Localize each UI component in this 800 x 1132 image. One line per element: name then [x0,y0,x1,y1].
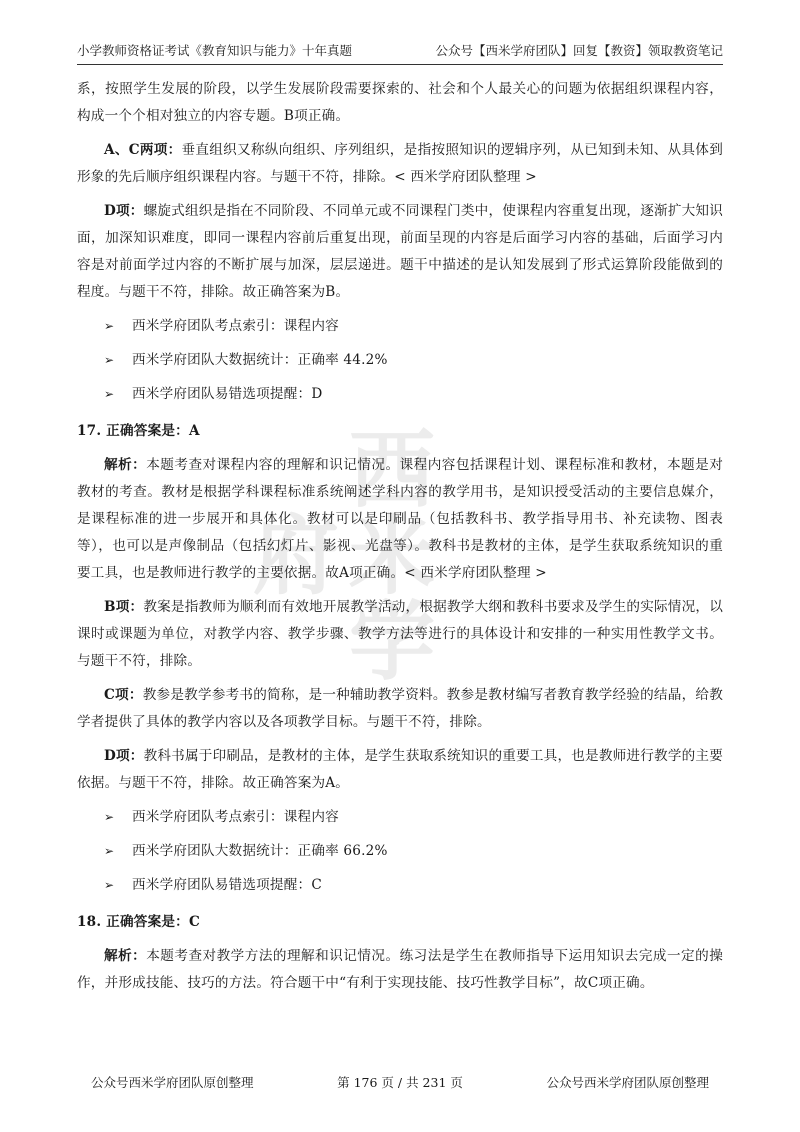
q17-option-d [77,743,723,797]
option-label: D项： [104,748,144,764]
header-title: 小学教师资格证考试《教育知识与能力》十年真题 [77,43,353,58]
arrow-bullet-icon: ➢ [104,810,115,824]
header-promo: 公众号【西米学府团队】回复【教资】领取教资笔记 [435,43,723,58]
bullet-text: 西米学府团队易错选项提醒：C [132,877,322,893]
option-label: A、C两项： [104,142,182,158]
option-label: D项： [104,203,144,219]
bullet-text: 西米学府团队考点索引：课程内容 [132,809,339,825]
option-label: B项： [104,599,144,615]
footer-right: 公众号西米学府团队原创整理 [546,1075,709,1090]
option-text: 螺旋式组织是指在不同阶段、不同单元或不同课程门类中，使课程内容重复出现，逐渐扩大知识面，加深知识难度，即同一课程内容前后重复出现，前面呈现的内容是后面学习内容的基础，后面学习内容是对前面学过内容的不断扩展与加深，层层递进。题干中描述的是认知发展到了形式运算阶段能做到的程度。与题干不符，排除。故正确答案为B。 [77,203,724,300]
bullet-item [104,838,723,865]
arrow-bullet-icon: ➢ [104,319,115,333]
option-text: 教案是指教师为顺利而有效地开展教学活动，根据教学大纲和教科书要求及学生的实际情况，以课时或课题为单位，对教学内容、教学步骤、教学方法等进行的具体设计和安排的一种实用性教学文书。与题干不符，排除。 [77,599,723,669]
option-text: 教参是教学参考书的简称，是一种辅助教学资料。教参是教材编写者教育教学经验的结晶，给教学者提供了具体的教学内容以及各项教学目标。与题干不符，排除。 [77,687,723,730]
bullet-text: 西米学府团队易错选项提醒：D [132,386,323,402]
analysis-label: 解析： [104,457,147,473]
bullet-text: 西米学府团队大数据统计：正确率 44.2% [132,352,388,368]
bullet-text: 西米学府团队考点索引：课程内容 [132,318,339,334]
footer-left: 公众号西米学府团队原创整理 [91,1075,254,1090]
analysis-text: 本题考查对教学方法的理解和识记情况。练习法是学生在教师指导下运用知识去完成一定的操作，并形成技能、技巧的方法。符合题干中“有利于实现技能、技巧性教学目标”，故C项正确。 [77,948,723,991]
arrow-bullet-icon: ➢ [104,878,115,892]
arrow-bullet-icon: ➢ [104,353,115,367]
arrow-bullet-icon: ➢ [104,844,115,858]
arrow-bullet-icon: ➢ [104,387,115,401]
page-content [77,76,723,1004]
page-number: 第 176 页 / 共 231 页 [337,1075,463,1090]
q17-option-c [77,682,723,736]
question-18-answer: 18. 正确答案是：C [77,914,200,930]
page-footer [77,1072,723,1094]
option-text: 教科书属于印刷品，是教材的主体，是学生获取系统知识的重要工具，也是教师进行教学的主要依据。与题干不符，排除。故正确答案为A。 [77,748,724,791]
paragraph-continued: 系，按照学生发展的阶段，以学生发展阶段需要探索的、社会和个人最关心的问题为依据组织课程内容，构成一个个相对独立的内容专题。B项正确。 [77,81,723,124]
q18-analysis [77,943,723,997]
watermark-logo: 西米学府 [238,424,435,682]
bullet-item [104,381,723,408]
bullet-item [104,872,723,899]
page-header [77,40,723,65]
option-text: 垂直组织又称纵向组织、序列组织，是指按照知识的逻辑序列，从已知到未知、从具体到形象的先后顺序组织课程内容。与题干不符，排除。< 西米学府团队整理 > [77,142,723,185]
q17-analysis [77,452,723,587]
analysis-text: 本题考查对课程内容的理解和识记情况。课程内容包括课程计划、课程标准和教材，本题是对教材的考查。教材是根据学科课程标准系统阐述学科内容的教学用书，是知识授受活动的主要信息媒介，是课程标准的进一步展开和具体化。教材可以是印刷品（包括教科书、教学指导用书、补充读物、图表等），也可以是声像制品（包括幻灯片、影视、光盘等）。教科书是教材的主体，是学生获取系统知识的重要工具，也是教师进行教学的主要依据。故A项正确。< 西米学府团队整理 > [77,457,723,581]
analysis-label: 解析： [104,948,147,964]
bullet-text: 西米学府团队大数据统计：正确率 66.2% [132,843,388,859]
option-ac-explanation [77,137,723,191]
bullet-item [104,347,723,374]
bullet-item [104,313,723,340]
question-17-answer: 17. 正确答案是：A [77,423,200,439]
bullet-item [104,804,723,831]
q17-option-b [77,594,723,675]
option-label: C项： [104,687,143,703]
option-d-explanation [77,198,723,306]
